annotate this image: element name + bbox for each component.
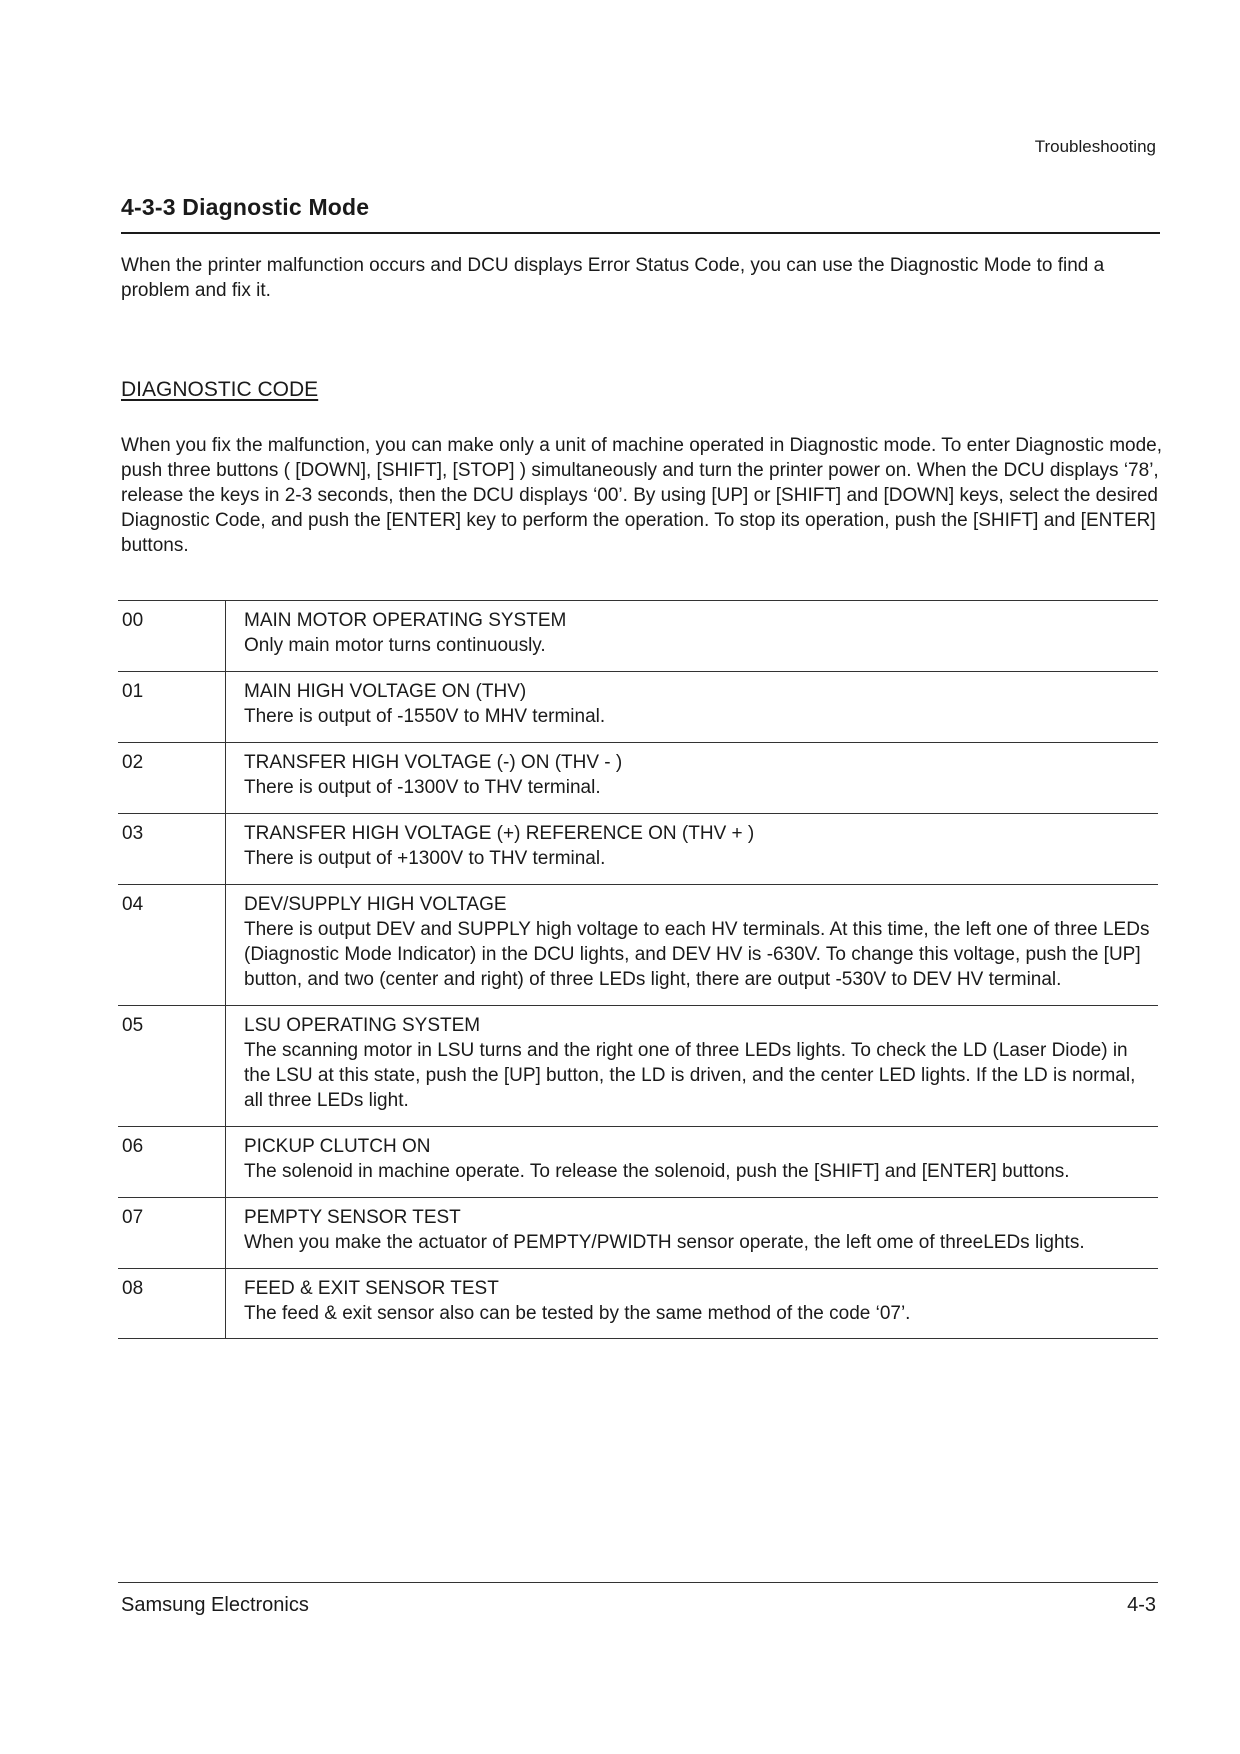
code-description: There is output of -1550V to MHV terminal. bbox=[244, 706, 606, 727]
code-description: The feed & exit sensor also can be tested by the same method of the code ‘07’. bbox=[244, 1303, 911, 1324]
section-title: 4-3-3 Diagnostic Mode bbox=[121, 194, 370, 220]
description-cell bbox=[226, 672, 1159, 743]
table-row bbox=[118, 1127, 1158, 1198]
table-row bbox=[118, 601, 1158, 672]
code-cell: 05 bbox=[118, 1006, 226, 1127]
code-title: MAIN MOTOR OPERATING SYSTEM bbox=[244, 610, 567, 631]
description-cell bbox=[226, 743, 1159, 814]
code-cell: 04 bbox=[118, 885, 226, 1006]
code-title: TRANSFER HIGH VOLTAGE (+) REFERENCE ON (THV + ) bbox=[244, 823, 755, 844]
diagnostic-code-table bbox=[118, 600, 1158, 1339]
code-cell: 06 bbox=[118, 1127, 226, 1198]
subsection-title: DIAGNOSTIC CODE bbox=[121, 378, 319, 401]
table-row bbox=[118, 885, 1158, 1006]
table-row bbox=[118, 1006, 1158, 1127]
code-title: FEED & EXIT SENSOR TEST bbox=[244, 1278, 499, 1299]
code-cell: 08 bbox=[118, 1269, 226, 1339]
code-title: LSU OPERATING SYSTEM bbox=[244, 1015, 481, 1036]
code-description: When you make the actuator of PEMPTY/PWIDTH sensor operate, the left ome of threeLEDs lights. bbox=[244, 1232, 1085, 1253]
description-cell bbox=[226, 814, 1159, 885]
footer-page-number: 4-3 bbox=[1127, 1594, 1156, 1616]
code-cell: 00 bbox=[118, 601, 226, 672]
code-description: The solenoid in machine operate. To release the solenoid, push the [SHIFT] and [ENTER] buttons. bbox=[244, 1161, 1070, 1182]
code-cell: 03 bbox=[118, 814, 226, 885]
code-description: Only main motor turns continuously. bbox=[244, 635, 546, 656]
procedure-paragraph: When you fix the malfunction, you can make only a unit of machine operated in Diagnostic mode. To enter Diagnostic mode, push three buttons ( [DOWN], [SHIFT], [STOP] ) simultaneously and turn the printer power on. When the DCU displays ‘78’, release the keys in 2-3 seconds, then the DCU displays ‘00’. By using [UP] or [SHIFT] and [DOWN] keys, select the desired Diagnostic Code, and push the [ENTER] key to perform the operation. To stop its operation, push the [SHIFT] and [ENTER] buttons. bbox=[121, 435, 1163, 556]
footer-rule bbox=[118, 1582, 1158, 1583]
title-rule bbox=[121, 232, 1160, 234]
code-description: There is output of +1300V to THV terminal. bbox=[244, 848, 606, 869]
code-title: TRANSFER HIGH VOLTAGE (-) ON (THV - ) bbox=[244, 752, 623, 773]
description-cell bbox=[226, 1269, 1159, 1339]
table-row bbox=[118, 672, 1158, 743]
table-row bbox=[118, 743, 1158, 814]
code-description: There is output DEV and SUPPLY high voltage to each HV terminals. At this time, the left one of three LEDs (Diagnostic Mode Indicator) in the DCU lights, and DEV HV is -630V. To change this voltage, push the [UP] button, and two (center and right) of three LEDs light, there are output -530V to DEV HV terminal. bbox=[244, 919, 1150, 990]
intro-paragraph: When the printer malfunction occurs and DCU displays Error Status Code, you can use the Diagnostic Mode to find a problem and fix it. bbox=[121, 255, 1105, 301]
description-cell bbox=[226, 1006, 1159, 1127]
code-cell: 07 bbox=[118, 1198, 226, 1269]
page-header-label: Troubleshooting bbox=[1034, 137, 1156, 156]
code-description: There is output of -1300V to THV terminal. bbox=[244, 777, 601, 798]
description-cell bbox=[226, 885, 1159, 1006]
code-title: PEMPTY SENSOR TEST bbox=[244, 1207, 461, 1228]
code-title: PICKUP CLUTCH ON bbox=[244, 1136, 431, 1157]
description-cell bbox=[226, 1198, 1159, 1269]
code-title: DEV/SUPPLY HIGH VOLTAGE bbox=[244, 894, 507, 915]
table-row bbox=[118, 814, 1158, 885]
table-row bbox=[118, 1198, 1158, 1269]
code-cell: 01 bbox=[118, 672, 226, 743]
footer-company: Samsung Electronics bbox=[121, 1594, 309, 1616]
code-title: MAIN HIGH VOLTAGE ON (THV) bbox=[244, 681, 527, 702]
code-cell: 02 bbox=[118, 743, 226, 814]
description-cell bbox=[226, 1127, 1159, 1198]
code-description: The scanning motor in LSU turns and the right one of three LEDs lights. To check the LD (Laser Diode) in the LSU at this state, push the [UP] button, the LD is driven, and the center LED lights. If the LD is normal, all three LEDs light. bbox=[244, 1040, 1136, 1111]
description-cell bbox=[226, 601, 1159, 672]
table-row bbox=[118, 1269, 1158, 1339]
